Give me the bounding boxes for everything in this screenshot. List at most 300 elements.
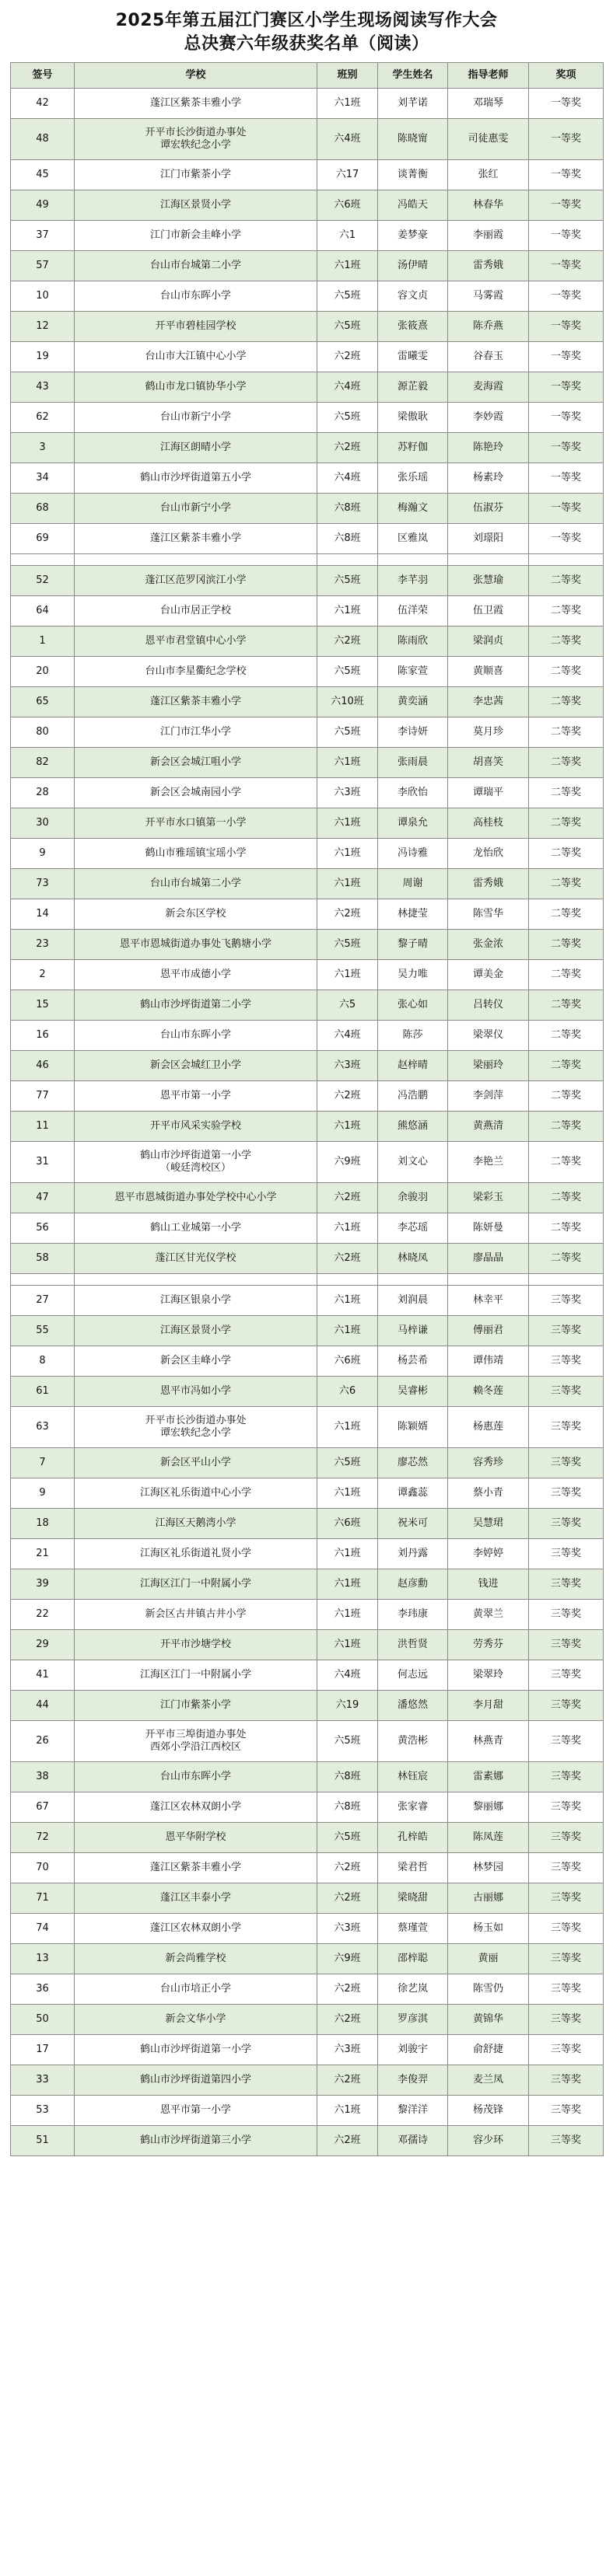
cell-sign-number: 70: [11, 1853, 75, 1883]
cell-student-name: 李玮康: [378, 1600, 448, 1630]
cell-student-name: 雷曦雯: [378, 342, 448, 372]
cell-award: 二等奖: [529, 960, 604, 990]
cell-school: 江海区江门一中附属小学: [75, 1569, 317, 1600]
cell-teacher: 傅丽君: [448, 1316, 529, 1346]
cell-class: 六4班: [317, 1660, 378, 1691]
table-row: [11, 2096, 604, 2126]
cell-award: 三等奖: [529, 1883, 604, 1914]
cell-school: 蓬江区紫茶丰雅小学: [75, 524, 317, 554]
cell-student-name: 李诗妍: [378, 717, 448, 748]
cell-school: 江海区礼乐街道礼贤小学: [75, 1539, 317, 1569]
cell-teacher: 黄锦华: [448, 2005, 529, 2035]
cell-sign-number: 36: [11, 1974, 75, 2005]
cell-sign-number: 9: [11, 839, 75, 869]
cell-sign-number: 37: [11, 221, 75, 251]
cell-teacher: 杨茂锋: [448, 2096, 529, 2126]
cell-sign-number: 51: [11, 2126, 75, 2156]
cell-class: 六2班: [317, 2126, 378, 2156]
cell-teacher: 李艳兰: [448, 1142, 529, 1183]
cell-school: 新会文华小学: [75, 2005, 317, 2035]
table-row: [11, 899, 604, 930]
cell-sign-number: 15: [11, 990, 75, 1021]
cell-sign-number: 39: [11, 1569, 75, 1600]
cell-award: 一等奖: [529, 372, 604, 403]
separator-cell: [529, 554, 604, 566]
cell-award: 二等奖: [529, 657, 604, 687]
cell-student-name: 吴力唯: [378, 960, 448, 990]
cell-school: 台山市台城第二小学: [75, 869, 317, 899]
cell-teacher: 高桂枝: [448, 808, 529, 839]
cell-school: 恩平市君堂镇中心小学: [75, 627, 317, 657]
cell-award: 二等奖: [529, 1051, 604, 1081]
cell-school: 江门市紫茶小学: [75, 160, 317, 190]
cell-award: 三等奖: [529, 2035, 604, 2065]
cell-school: 开平市沙塘学校: [75, 1630, 317, 1660]
cell-sign-number: 61: [11, 1377, 75, 1407]
cell-teacher: 黄燕清: [448, 1112, 529, 1142]
table-row: [11, 403, 604, 433]
cell-school: 江海区礼乐街道中心小学: [75, 1478, 317, 1509]
table-row: [11, 1183, 604, 1213]
cell-teacher: 陈雪华: [448, 899, 529, 930]
cell-student-name: 赵梓晴: [378, 1051, 448, 1081]
cell-award: 二等奖: [529, 717, 604, 748]
table-row: [11, 1792, 604, 1823]
cell-school: 开平市碧桂园学校: [75, 312, 317, 342]
cell-sign-number: 47: [11, 1183, 75, 1213]
table-row: [11, 839, 604, 869]
table-row: [11, 2035, 604, 2065]
cell-award: 三等奖: [529, 1377, 604, 1407]
table-row: [11, 1660, 604, 1691]
group-separator-row: [11, 554, 604, 566]
cell-award: 二等奖: [529, 1081, 604, 1112]
table-row: [11, 1081, 604, 1112]
table-row: [11, 89, 604, 119]
table-row: [11, 1762, 604, 1792]
cell-teacher: 杨素玲: [448, 463, 529, 494]
cell-sign-number: 46: [11, 1051, 75, 1081]
cell-student-name: 张筱熹: [378, 312, 448, 342]
table-row: [11, 1914, 604, 1944]
cell-award: 三等奖: [529, 1792, 604, 1823]
cell-class: 六1班: [317, 960, 378, 990]
cell-student-name: 吴睿彬: [378, 1377, 448, 1407]
cell-sign-number: 17: [11, 2035, 75, 2065]
cell-student-name: 徐艺岚: [378, 1974, 448, 2005]
cell-student-name: 刘润晨: [378, 1286, 448, 1316]
cell-sign-number: 33: [11, 2065, 75, 2096]
table-row: [11, 748, 604, 778]
cell-school: 新会区会城南园小学: [75, 778, 317, 808]
cell-student-name: 容文贞: [378, 281, 448, 312]
cell-class: 六5班: [317, 657, 378, 687]
cell-class: 六5班: [317, 930, 378, 960]
cell-student-name: 梁君哲: [378, 1853, 448, 1883]
cell-sign-number: 55: [11, 1316, 75, 1346]
cell-award: 二等奖: [529, 687, 604, 717]
column-header-class: 班别: [317, 63, 378, 89]
cell-award: 二等奖: [529, 808, 604, 839]
cell-award: 三等奖: [529, 1823, 604, 1853]
cell-teacher: 司徒惠雯: [448, 119, 529, 160]
cell-school: 开平市水口镇第一小学: [75, 808, 317, 839]
cell-class: 六2班: [317, 1883, 378, 1914]
cell-class: 六3班: [317, 1914, 378, 1944]
cell-teacher: 杨玉如: [448, 1914, 529, 1944]
cell-award: 一等奖: [529, 119, 604, 160]
cell-student-name: 梅瀚文: [378, 494, 448, 524]
cell-teacher: 容少环: [448, 2126, 529, 2156]
cell-student-name: 冯皓天: [378, 190, 448, 221]
cell-teacher: 麦海霞: [448, 372, 529, 403]
cell-award: 一等奖: [529, 312, 604, 342]
separator-cell: [75, 554, 317, 566]
cell-class: 六19: [317, 1691, 378, 1721]
cell-teacher: 吴慧珺: [448, 1509, 529, 1539]
cell-class: 六1班: [317, 1630, 378, 1660]
cell-student-name: 张乐瑶: [378, 463, 448, 494]
cell-award: 二等奖: [529, 839, 604, 869]
cell-sign-number: 67: [11, 1792, 75, 1823]
cell-class: 六1班: [317, 89, 378, 119]
group-separator-row: [11, 1274, 604, 1286]
cell-sign-number: 12: [11, 312, 75, 342]
cell-award: 三等奖: [529, 1448, 604, 1478]
cell-school: 鹤山市龙口镇协华小学: [75, 372, 317, 403]
table-row: [11, 1142, 604, 1183]
cell-school: 恩平市成德小学: [75, 960, 317, 990]
cell-student-name: 林晓凤: [378, 1244, 448, 1274]
cell-student-name: 陈颖婿: [378, 1407, 448, 1448]
cell-teacher: 谭伟靖: [448, 1346, 529, 1377]
table-row: [11, 1377, 604, 1407]
cell-school: 新会区会城红卫小学: [75, 1051, 317, 1081]
cell-student-name: 源芷毅: [378, 372, 448, 403]
title-line-1: 2025年第五届江门赛区小学生现场阅读写作大会: [115, 11, 498, 30]
cell-class: 六2班: [317, 2065, 378, 2096]
cell-award: 二等奖: [529, 1112, 604, 1142]
cell-school: 新会区平山小学: [75, 1448, 317, 1478]
cell-teacher: 李忠茜: [448, 687, 529, 717]
cell-teacher: 廖晶晶: [448, 1244, 529, 1274]
cell-sign-number: 72: [11, 1823, 75, 1853]
cell-class: 六3班: [317, 2035, 378, 2065]
cell-class: 六2班: [317, 1244, 378, 1274]
cell-student-name: 罗彦淇: [378, 2005, 448, 2035]
cell-school: 台山市东晖小学: [75, 1021, 317, 1051]
cell-school: 鹤山市雅瑶镇宝瑶小学: [75, 839, 317, 869]
cell-sign-number: 3: [11, 433, 75, 463]
cell-award: 一等奖: [529, 494, 604, 524]
table-row: [11, 1316, 604, 1346]
cell-student-name: 刘文心: [378, 1142, 448, 1183]
cell-class: 六1班: [317, 1600, 378, 1630]
cell-sign-number: 53: [11, 2096, 75, 2126]
cell-school: 江海区银泉小学: [75, 1286, 317, 1316]
cell-class: 六1班: [317, 1569, 378, 1600]
table-row: [11, 342, 604, 372]
cell-sign-number: 68: [11, 494, 75, 524]
cell-teacher: 林幸平: [448, 1286, 529, 1316]
cell-student-name: 余骏羽: [378, 1183, 448, 1213]
cell-award: 三等奖: [529, 1600, 604, 1630]
cell-teacher: 李婷婷: [448, 1539, 529, 1569]
table-row: [11, 1286, 604, 1316]
cell-award: 三等奖: [529, 1346, 604, 1377]
cell-award: 一等奖: [529, 342, 604, 372]
cell-school: 台山市东晖小学: [75, 281, 317, 312]
cell-teacher: 黄顺喜: [448, 657, 529, 687]
cell-school: 恩平市第一小学: [75, 1081, 317, 1112]
cell-student-name: 廖芯然: [378, 1448, 448, 1478]
cell-student-name: 孔梓皓: [378, 1823, 448, 1853]
cell-award: 二等奖: [529, 899, 604, 930]
cell-student-name: 冯诗雅: [378, 839, 448, 869]
cell-teacher: 陈凤莲: [448, 1823, 529, 1853]
cell-teacher: 伍淑芬: [448, 494, 529, 524]
cell-class: 六5班: [317, 1823, 378, 1853]
cell-student-name: 林钰宸: [378, 1762, 448, 1792]
cell-student-name: 陈莎: [378, 1021, 448, 1051]
cell-sign-number: 29: [11, 1630, 75, 1660]
table-row: [11, 2065, 604, 2096]
cell-sign-number: 14: [11, 899, 75, 930]
cell-student-name: 黎子晴: [378, 930, 448, 960]
cell-student-name: 冯浩鹏: [378, 1081, 448, 1112]
cell-award: 二等奖: [529, 1183, 604, 1213]
cell-award: 三等奖: [529, 2005, 604, 2035]
cell-student-name: 邵梓聪: [378, 1944, 448, 1974]
cell-student-name: 洪哲贤: [378, 1630, 448, 1660]
cell-class: 六2班: [317, 342, 378, 372]
cell-sign-number: 65: [11, 687, 75, 717]
table-row: [11, 1407, 604, 1448]
cell-award: 三等奖: [529, 2096, 604, 2126]
cell-class: 六1班: [317, 1286, 378, 1316]
table-row: [11, 190, 604, 221]
cell-student-name: 汤伊晴: [378, 251, 448, 281]
cell-teacher: 陈妍曼: [448, 1213, 529, 1244]
cell-student-name: 黄奕涵: [378, 687, 448, 717]
table-row: [11, 687, 604, 717]
table-row: [11, 160, 604, 190]
cell-sign-number: 82: [11, 748, 75, 778]
cell-award: 二等奖: [529, 778, 604, 808]
cell-school: 蓬江区丰泰小学: [75, 1883, 317, 1914]
separator-cell: [378, 1274, 448, 1286]
cell-teacher: 容秀珍: [448, 1448, 529, 1478]
cell-teacher: 李丽霞: [448, 221, 529, 251]
cell-award: 二等奖: [529, 1213, 604, 1244]
cell-sign-number: 16: [11, 1021, 75, 1051]
cell-student-name: 李欣怡: [378, 778, 448, 808]
table-row: [11, 717, 604, 748]
cell-student-name: 李俊羿: [378, 2065, 448, 2096]
cell-student-name: 谭泉允: [378, 808, 448, 839]
table-row: [11, 433, 604, 463]
cell-class: 六17: [317, 160, 378, 190]
separator-cell: [11, 554, 75, 566]
cell-award: 三等奖: [529, 1407, 604, 1448]
cell-school: 鹤山市沙坪街道第一小学: [75, 2035, 317, 2065]
cell-teacher: 马雾霞: [448, 281, 529, 312]
table-row: [11, 566, 604, 596]
cell-student-name: 黎洋洋: [378, 2096, 448, 2126]
cell-school: 恩平市第一小学: [75, 2096, 317, 2126]
cell-class: 六1班: [317, 2096, 378, 2126]
cell-class: 六1班: [317, 1213, 378, 1244]
cell-class: 六1班: [317, 839, 378, 869]
cell-class: 六1班: [317, 748, 378, 778]
cell-school: 鹤山市沙坪街道第四小学: [75, 2065, 317, 2096]
cell-teacher: 张金浓: [448, 930, 529, 960]
table-row: [11, 1944, 604, 1974]
table-row: [11, 1721, 604, 1762]
separator-cell: [75, 1274, 317, 1286]
table-row: [11, 1051, 604, 1081]
cell-student-name: 周谢: [378, 869, 448, 899]
award-table-container: [10, 62, 603, 2156]
table-row: [11, 1691, 604, 1721]
cell-school: 新会区圭峰小学: [75, 1346, 317, 1377]
cell-class: 六5班: [317, 403, 378, 433]
cell-sign-number: 56: [11, 1213, 75, 1244]
cell-teacher: 梁润贞: [448, 627, 529, 657]
title-line-2: 总决赛六年级获奖名单（阅读）: [184, 34, 429, 54]
cell-sign-number: 80: [11, 717, 75, 748]
cell-school: 蓬江区农林双朗小学: [75, 1792, 317, 1823]
table-row: [11, 1021, 604, 1051]
cell-teacher: 林春华: [448, 190, 529, 221]
cell-class: 六1班: [317, 869, 378, 899]
cell-school: 鹤山市沙坪街道第三小学: [75, 2126, 317, 2156]
cell-award: 三等奖: [529, 1721, 604, 1762]
cell-teacher: 吕转仪: [448, 990, 529, 1021]
cell-sign-number: 11: [11, 1112, 75, 1142]
cell-award: 三等奖: [529, 1316, 604, 1346]
cell-class: 六10班: [317, 687, 378, 717]
table-row: [11, 312, 604, 342]
cell-sign-number: 9: [11, 1478, 75, 1509]
cell-teacher: 劳秀芬: [448, 1630, 529, 1660]
cell-school: 新会区古井镇古井小学: [75, 1600, 317, 1630]
cell-sign-number: 2: [11, 960, 75, 990]
separator-cell: [317, 554, 378, 566]
cell-sign-number: 43: [11, 372, 75, 403]
cell-sign-number: 58: [11, 1244, 75, 1274]
cell-teacher: 麦兰凤: [448, 2065, 529, 2096]
cell-student-name: 祝米可: [378, 1509, 448, 1539]
cell-student-name: 张雨晨: [378, 748, 448, 778]
cell-sign-number: 21: [11, 1539, 75, 1569]
cell-award: 一等奖: [529, 524, 604, 554]
cell-sign-number: 74: [11, 1914, 75, 1944]
cell-class: 六6: [317, 1377, 378, 1407]
cell-teacher: 雷秀娥: [448, 251, 529, 281]
cell-award: 三等奖: [529, 1660, 604, 1691]
cell-school: 恩平华附学校: [75, 1823, 317, 1853]
table-row: [11, 1346, 604, 1377]
cell-student-name: 刘骏宇: [378, 2035, 448, 2065]
cell-school: 鹤山市沙坪街道第二小学: [75, 990, 317, 1021]
cell-class: 六2班: [317, 1974, 378, 2005]
cell-award: 三等奖: [529, 1762, 604, 1792]
cell-sign-number: 10: [11, 281, 75, 312]
cell-sign-number: 23: [11, 930, 75, 960]
cell-school: 鹤山市沙坪街道第五小学: [75, 463, 317, 494]
cell-teacher: 梁翠仪: [448, 1021, 529, 1051]
cell-class: 六8班: [317, 494, 378, 524]
cell-award: 三等奖: [529, 1914, 604, 1944]
cell-award: 三等奖: [529, 1509, 604, 1539]
cell-award: 一等奖: [529, 160, 604, 190]
cell-student-name: 梁傲耿: [378, 403, 448, 433]
cell-class: 六5班: [317, 1721, 378, 1762]
cell-school: 台山市李星衢纪念学校: [75, 657, 317, 687]
table-row: [11, 1600, 604, 1630]
cell-class: 六1班: [317, 1407, 378, 1448]
cell-sign-number: 1: [11, 627, 75, 657]
cell-sign-number: 18: [11, 1509, 75, 1539]
cell-teacher: 俞舒捷: [448, 2035, 529, 2065]
cell-class: 六2班: [317, 627, 378, 657]
table-row: [11, 930, 604, 960]
cell-school: 台山市东晖小学: [75, 1762, 317, 1792]
cell-school: 恩平市恩城街道办事处学校中心小学: [75, 1183, 317, 1213]
cell-class: 六1班: [317, 596, 378, 627]
cell-student-name: 张心如: [378, 990, 448, 1021]
cell-teacher: 邓瑞琴: [448, 89, 529, 119]
cell-sign-number: 62: [11, 403, 75, 433]
cell-award: 一等奖: [529, 281, 604, 312]
cell-teacher: 蔡小青: [448, 1478, 529, 1509]
table-row: [11, 1823, 604, 1853]
cell-school: 鹤山市沙坪街道第一小学 （峻廷湾校区）: [75, 1142, 317, 1183]
cell-school: 台山市居正学校: [75, 596, 317, 627]
cell-school: 鹤山工业城第一小学: [75, 1213, 317, 1244]
separator-cell: [378, 554, 448, 566]
table-row: [11, 221, 604, 251]
table-row: [11, 119, 604, 160]
cell-school: 江海区江门一中附属小学: [75, 1660, 317, 1691]
cell-sign-number: 13: [11, 1944, 75, 1974]
cell-student-name: 熊悠涵: [378, 1112, 448, 1142]
cell-student-name: 马梓谦: [378, 1316, 448, 1346]
cell-award: 二等奖: [529, 748, 604, 778]
cell-teacher: 黄翠兰: [448, 1600, 529, 1630]
cell-school: 开平市三埠街道办事处 西郊小学沿江西校区: [75, 1721, 317, 1762]
cell-class: 六2班: [317, 1183, 378, 1213]
cell-school: 台山市培正小学: [75, 1974, 317, 2005]
cell-award: 二等奖: [529, 930, 604, 960]
table-row: [11, 657, 604, 687]
table-row: [11, 372, 604, 403]
cell-award: 一等奖: [529, 190, 604, 221]
cell-award: 三等奖: [529, 1691, 604, 1721]
cell-class: 六2班: [317, 2005, 378, 2035]
cell-school: 开平市风采实验学校: [75, 1112, 317, 1142]
column-header-number: 签号: [11, 63, 75, 89]
cell-school: 台山市台城第二小学: [75, 251, 317, 281]
cell-school: 新会区会城江咀小学: [75, 748, 317, 778]
cell-class: 六6班: [317, 1509, 378, 1539]
cell-sign-number: 7: [11, 1448, 75, 1478]
cell-award: 三等奖: [529, 2065, 604, 2096]
cell-student-name: 林捷莹: [378, 899, 448, 930]
column-header-school: 学校: [75, 63, 317, 89]
cell-award: 三等奖: [529, 1853, 604, 1883]
